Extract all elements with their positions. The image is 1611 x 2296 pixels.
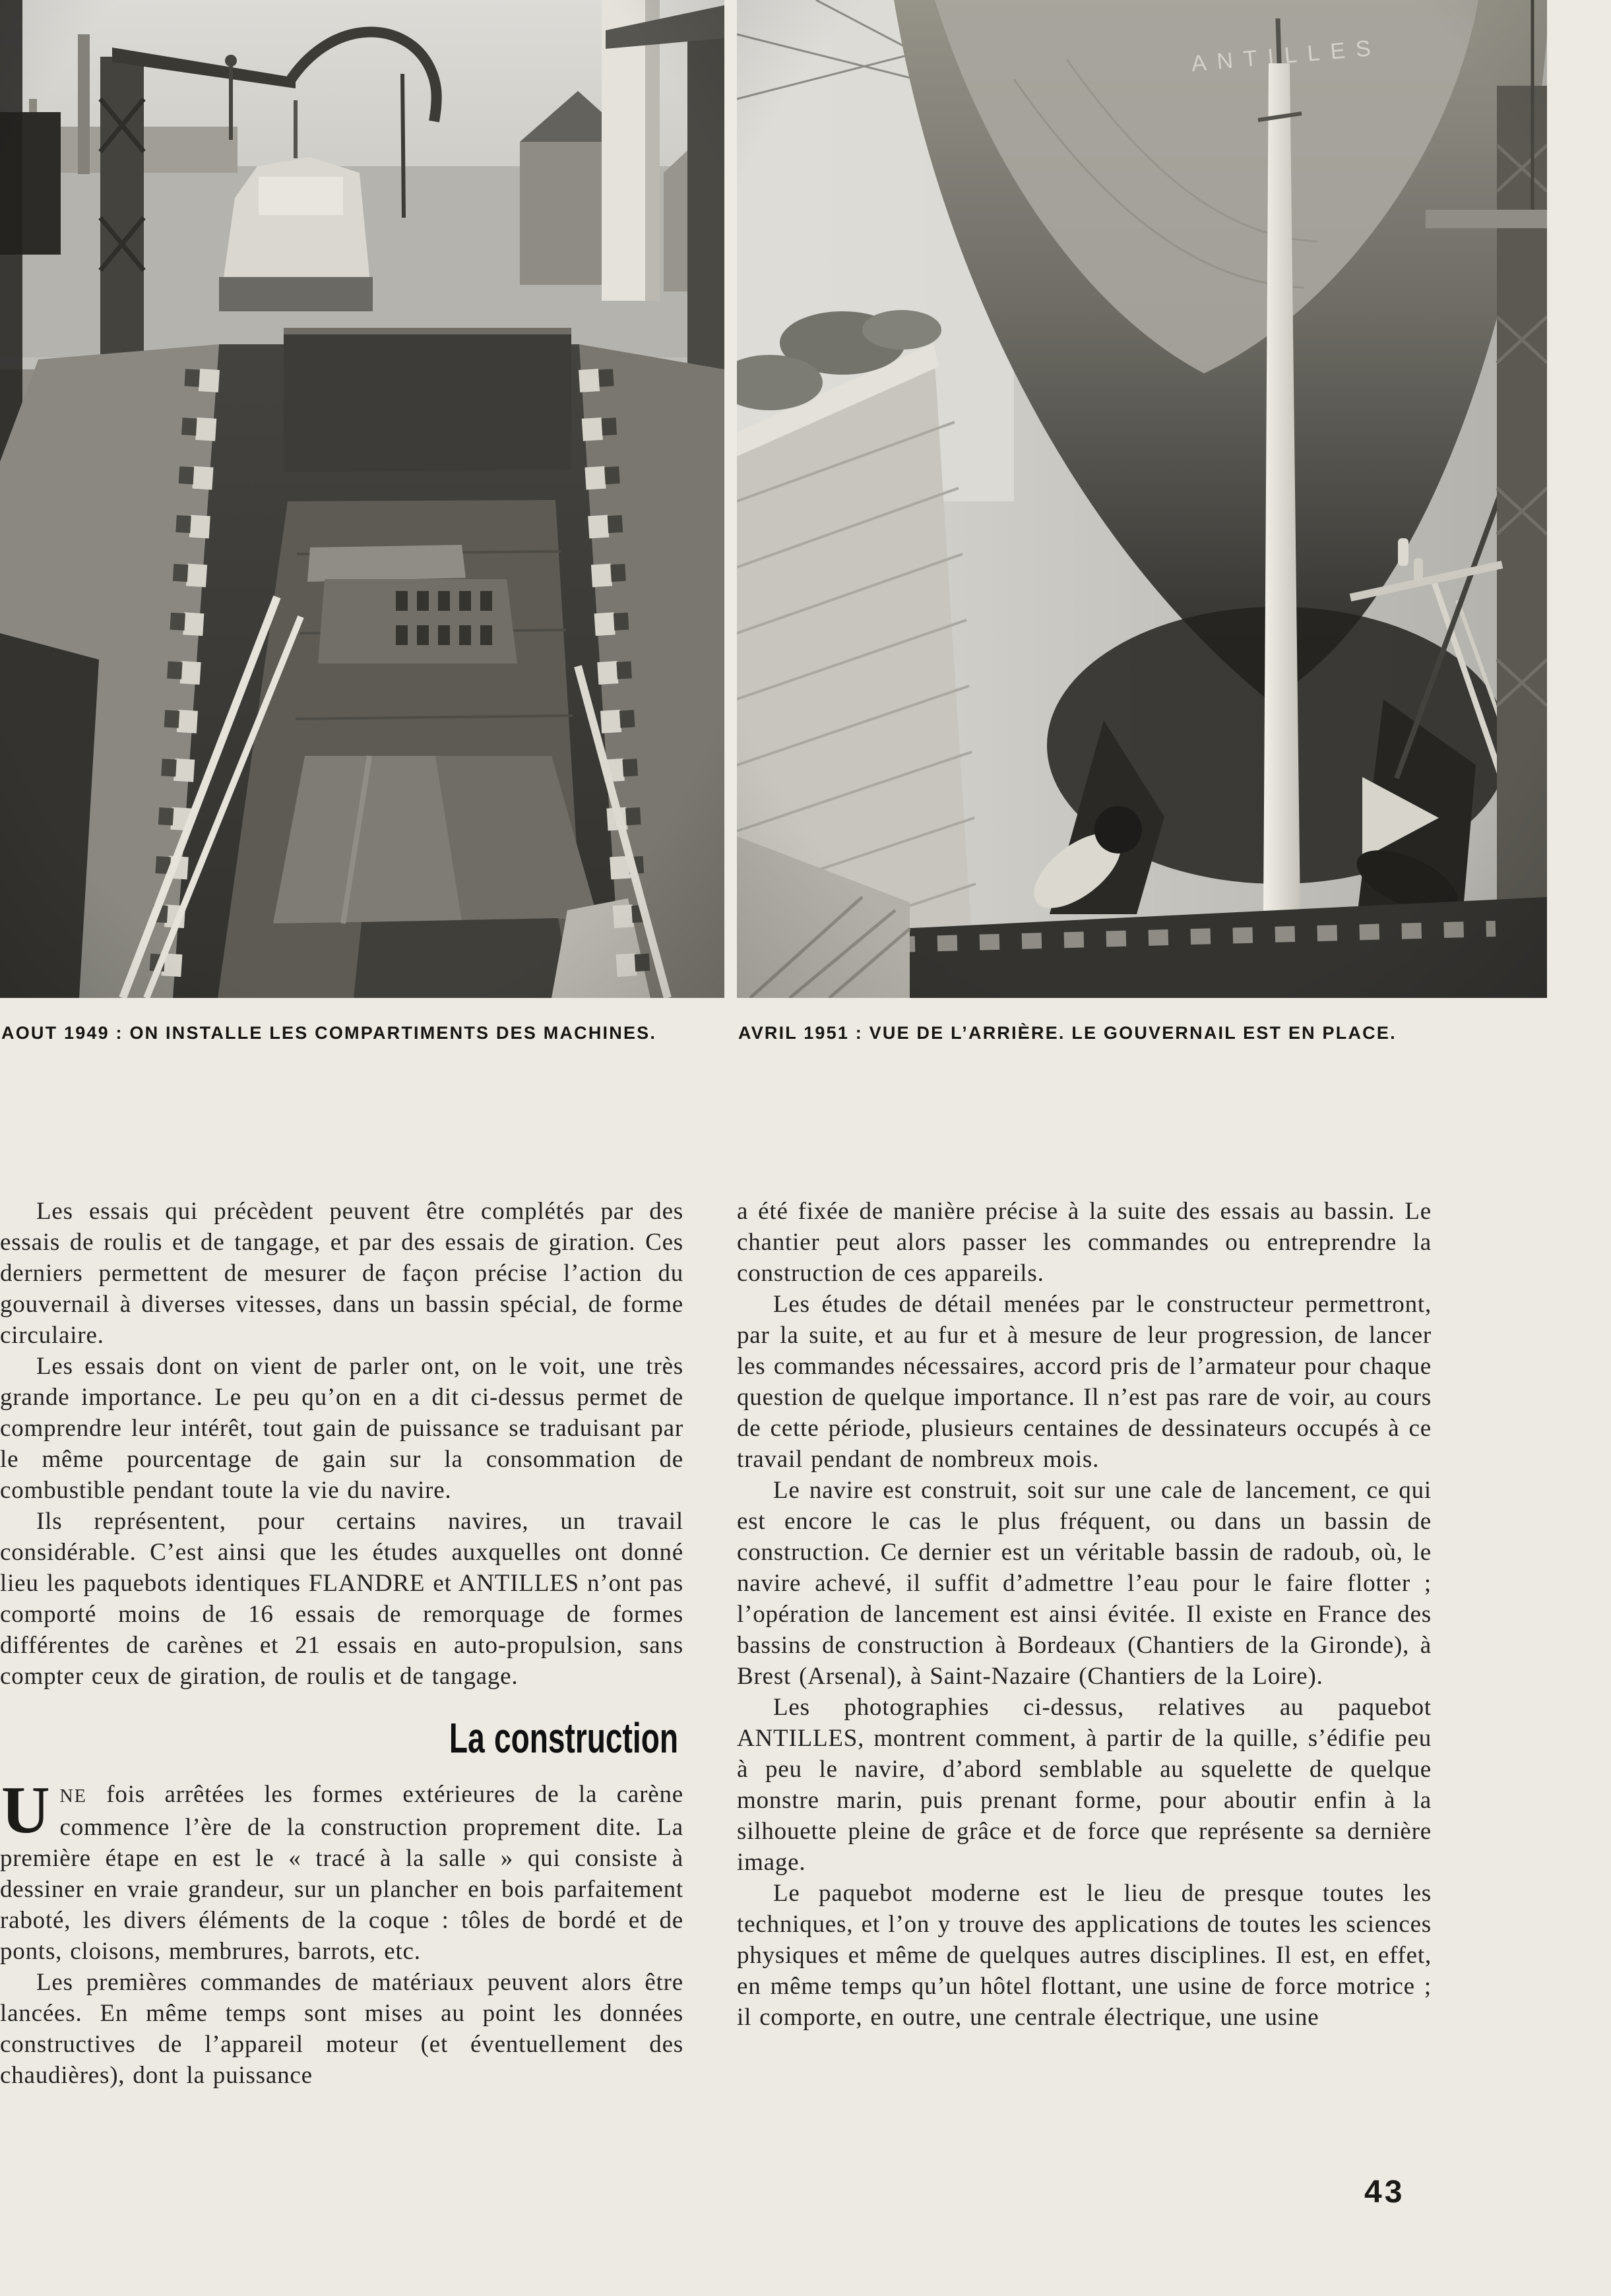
drop-cap: U <box>1 1773 51 1847</box>
paragraph: Le paquebot moderne est le lieu de presque toutes les techniques, et l’on y trouve des applications de toutes les sciences physiques et même de quelques autres disciplines. Il est, en effet, en même temps qu’un hôtel flottant, une usine de force motrice ; il comporte, en outre, une centrale électrique, une usine <box>737 1880 1432 2031</box>
paragraph: a été fixée de manière précise à la suite des essais au bassin. Le chantier peut alors passer les commandes ou entreprendre la construction de ces appareils. <box>737 1198 1432 1287</box>
article-left-column <box>0 1196 683 2091</box>
paragraph: Ils représentent, pour certains navires, un travail considérable. C’est ainsi que les études auxquelles ont donné lieu les paquebots identiques FLANDRE et ANTILLES n’ont pas comporté moins de 16 essais de remorquage de formes différentes de carènes et 21 essais en auto-propulsion, sans compter ceux de giration, de roulis et de tangage. <box>0 1508 683 1690</box>
paragraph-with-dropcap <box>0 1773 683 1967</box>
paragraph: Les études de détail menées par le constructeur permettront, par la suite, et au fur et à mesure de leur progression, de lancer les commandes nécessaires, accord pris de l’armateur pour chaque question de quelque importance. Il n’est pas rare de voir, au cours de cette période, plusieurs centaines de dessinateurs occupés à ce travail pendant de nombreux mois. <box>737 1291 1432 1473</box>
photo-drydock-construction <box>0 0 724 998</box>
paragraph: Le navire est construit, soit sur une cale de lancement, ce qui est encore le cas le plus fréquent, ou dans un bassin de construction. Ce dernier est un véritable bassin de radoub, où, le navire achevé, il suffit d’admettre l’eau pour le faire flotter ; l’opération de lancement est ainsi évitée. Il existe en France des bassins de construction à Bordeaux (Chantiers de la Gironde), à Brest (Arsenal), à Saint-Nazaire (Chantiers de la Loire). <box>737 1477 1432 1690</box>
small-caps-lead: NE <box>59 1786 87 1807</box>
photo-stern-rudder <box>737 0 1547 998</box>
article-right-column <box>737 1196 1432 2033</box>
paragraph: Les essais dont on vient de parler ont, on le voit, une très grande importance. Le peu qu’on en a dit ci-dessus permet de comprendre leur intérêt, tout gain de puissance se traduisant par le même pourcentage de gain sur la consommation de combustible pendant toute la vie du navire. <box>0 1353 683 1504</box>
paragraph-text: fois arrêtées les formes extérieures de la carène commence l’ère de la construction proprement dite. La première étape en est le « tracé à la salle » qui consiste à dessiner en vraie grandeur, sur un plancher en bois parfaitement raboté, les divers éléments de la coque : tôles de bordé et de ponts, cloisons, membrures, barrots, etc. <box>0 1781 683 1965</box>
section-heading: La construction <box>449 1714 678 1762</box>
stern-photo-illustration <box>737 0 1547 998</box>
paragraph: Les essais qui précèdent peuvent être complétés par des essais de roulis et de tangage, et par des essais de giration. Ces derniers permettent de mesurer de façon précise l’action du gouvernail à diverses vitesses, dans un bassin spécial, de forme circulaire. <box>0 1198 683 1349</box>
page-number: 43 <box>1364 2175 1405 2210</box>
caption-left: AOUT 1949 : ON INSTALLE LES COMPARTIMENTS DES MACHINES. <box>1 1023 657 1043</box>
paragraph: Les photographies ci-dessus, relatives au paquebot ANTILLES, montrent comment, à partir de la quille, s’édifie peu à peu le navire, d’abord semblable au squelette de quelque monstre marin, puis prenant forme, pour aboutir enfin à la silhouette pleine de grâce et de force que représente sa dernière image. <box>737 1694 1432 1876</box>
paragraph: Les premières commandes de matériaux peuvent alors être lancées. En même temps sont mises au point les données constructives de l’appareil moteur (et éventuellement des chaudières), dont la puissance <box>0 1969 683 2089</box>
drydock-photo-illustration <box>0 0 724 998</box>
caption-right: AVRIL 1951 : VUE DE L’ARRIÈRE. LE GOUVERNAIL EST EN PLACE. <box>738 1023 1397 1043</box>
